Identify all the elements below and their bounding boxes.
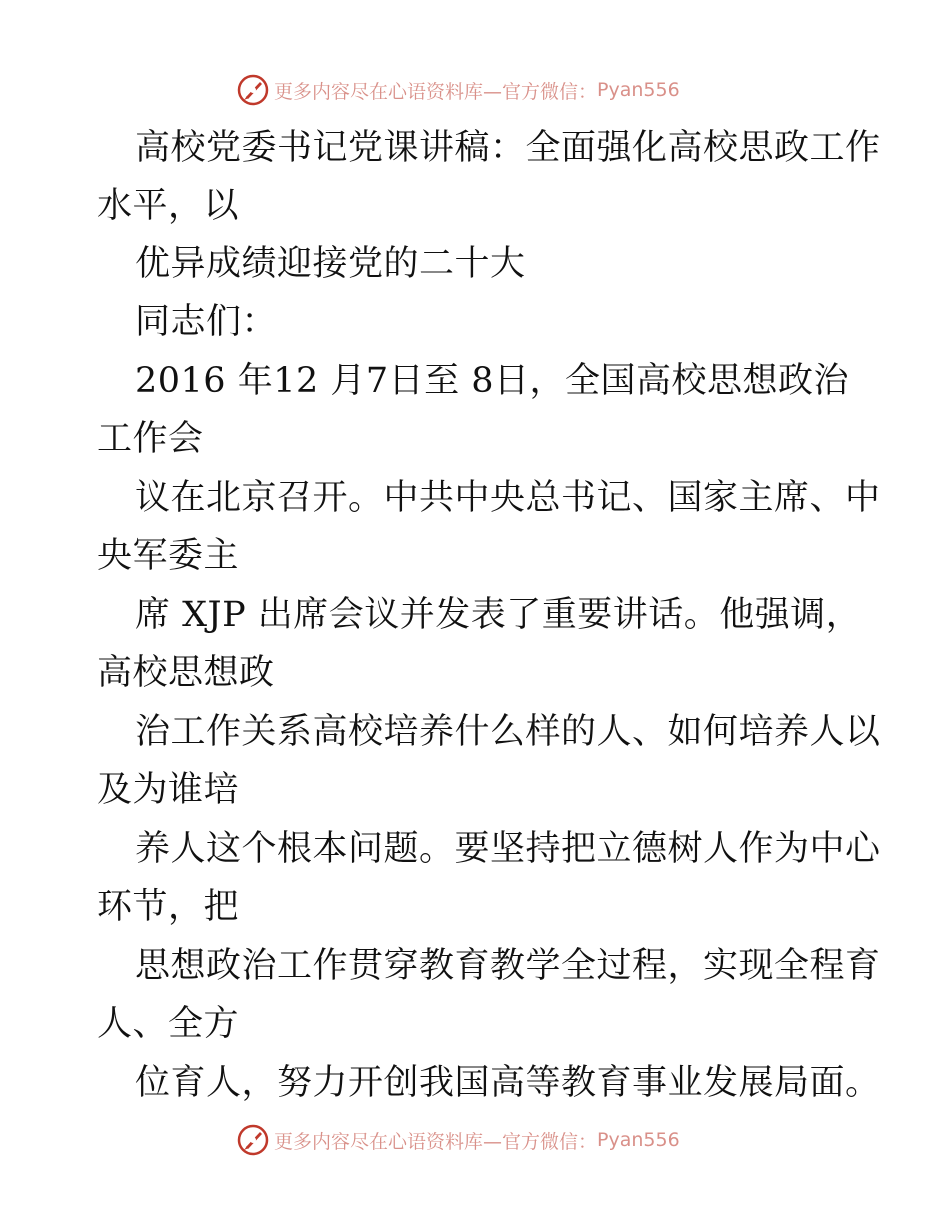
paragraph-line: 人、全方 bbox=[97, 1004, 240, 1044]
paragraph-line: 席 XJP 出席会议并发表了重要讲话。他强调， bbox=[135, 595, 862, 635]
paragraph-line: 高校思想政 bbox=[97, 653, 275, 693]
paragraph-line: 及为谁培 bbox=[97, 770, 240, 810]
quill-logo-icon bbox=[236, 73, 270, 107]
watermark-wechat-id: Pyan556 bbox=[597, 1129, 680, 1151]
quill-logo-icon bbox=[236, 1123, 270, 1157]
paragraph-line: 2016 年12 月7日至 8日，全国高校思想政治 bbox=[135, 361, 850, 401]
paragraph-line: 央军委主 bbox=[97, 536, 240, 576]
header-watermark bbox=[236, 72, 680, 108]
watermark-wechat-id: Pyan556 bbox=[597, 79, 680, 101]
paragraph-line: 养人这个根本问题。要坚持把立德树人作为中心 bbox=[135, 829, 881, 869]
watermark-text: 更多内容尽在心语资料库—官方微信： bbox=[274, 80, 598, 103]
title-line-1: 高校党委书记党课讲稿：全面强化高校思政工作 bbox=[135, 128, 881, 168]
paragraph-line: 思想政治工作贯穿教育教学全过程，实现全程育 bbox=[135, 946, 881, 986]
paragraph-line: 位育人，努力开创我国高等教育事业发展局面。 bbox=[135, 1063, 881, 1103]
watermark-text: 更多内容尽在心语资料库—官方微信： bbox=[274, 1130, 598, 1153]
paragraph-line: 治工作关系高校培养什么样的人、如何培养人以 bbox=[135, 712, 881, 752]
title-line-3: 优异成绩迎接党的二十大 bbox=[135, 244, 526, 284]
footer-watermark bbox=[236, 1122, 680, 1158]
title-line-2: 水平，以 bbox=[97, 186, 240, 226]
paragraph-line: 议在北京召开。中共中央总书记、国家主席、中 bbox=[135, 478, 881, 518]
salutation: 同志们： bbox=[135, 302, 278, 342]
paragraph-line: 工作会 bbox=[97, 419, 204, 459]
paragraph-line: 环节，把 bbox=[97, 887, 240, 927]
